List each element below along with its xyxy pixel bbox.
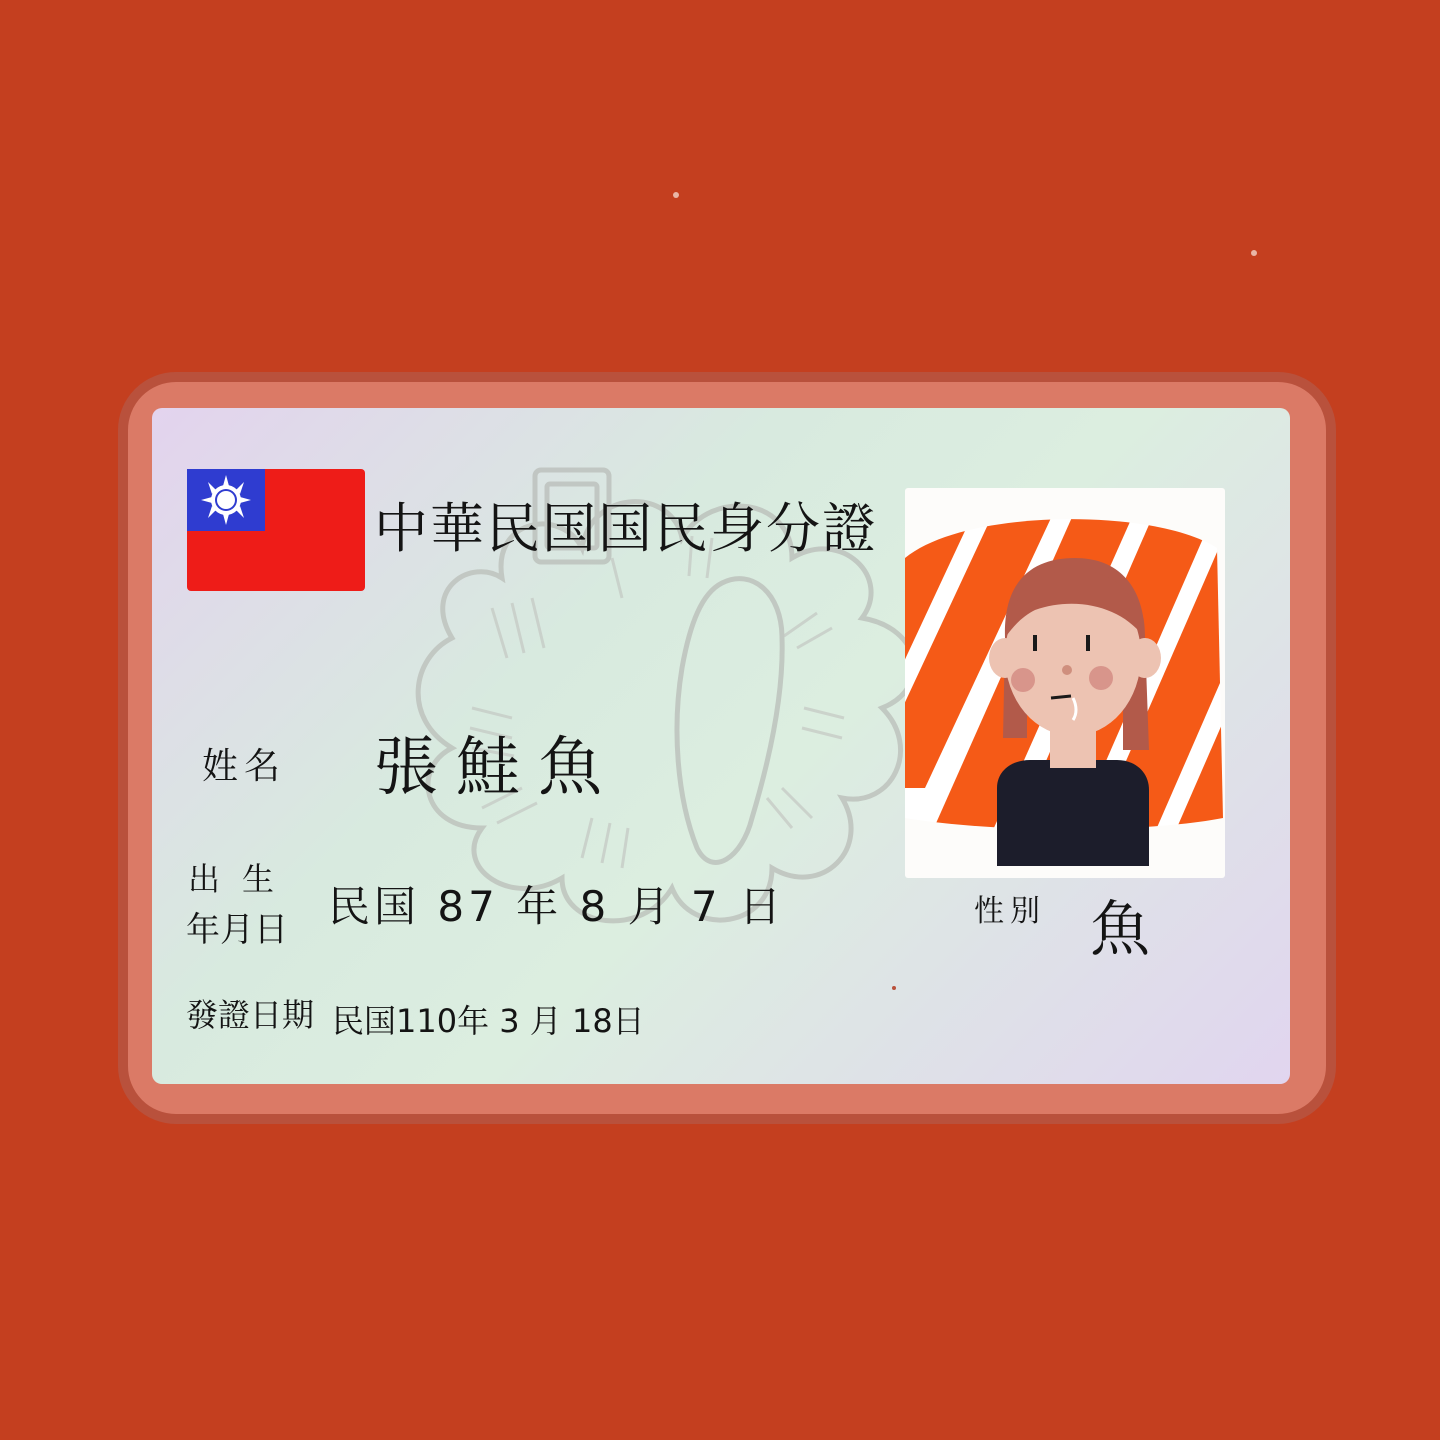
birth-value: 民国 87 年 8 月 7 日 — [328, 882, 785, 931]
id-card — [152, 408, 1290, 1084]
taiwan-flag — [187, 469, 365, 591]
background-speck — [1251, 250, 1257, 256]
issue-date-label: 發證日期 — [186, 996, 315, 1034]
birth-label-line2: 年月日 — [186, 910, 288, 950]
flag-canton — [187, 469, 265, 531]
birth-label-line1: 出生 — [188, 860, 297, 898]
flower-outline — [418, 502, 914, 921]
gender-value: 魚 — [1090, 895, 1150, 965]
card-title: 中華民国国民身分證 — [374, 497, 878, 560]
issue-date-value: 民国110年 3 月 18日 — [332, 1002, 645, 1040]
background-speck — [673, 192, 679, 198]
white-sun-icon — [187, 469, 265, 531]
id-photo — [905, 488, 1225, 878]
name-value: 張鮭魚 — [374, 731, 620, 805]
name-label: 姓名 — [202, 746, 287, 787]
taiwan-outline — [677, 579, 782, 863]
sweater — [997, 760, 1149, 866]
portrait-illustration — [905, 488, 1225, 878]
gender-label: 性別 — [974, 894, 1046, 929]
card-speck — [892, 986, 896, 990]
